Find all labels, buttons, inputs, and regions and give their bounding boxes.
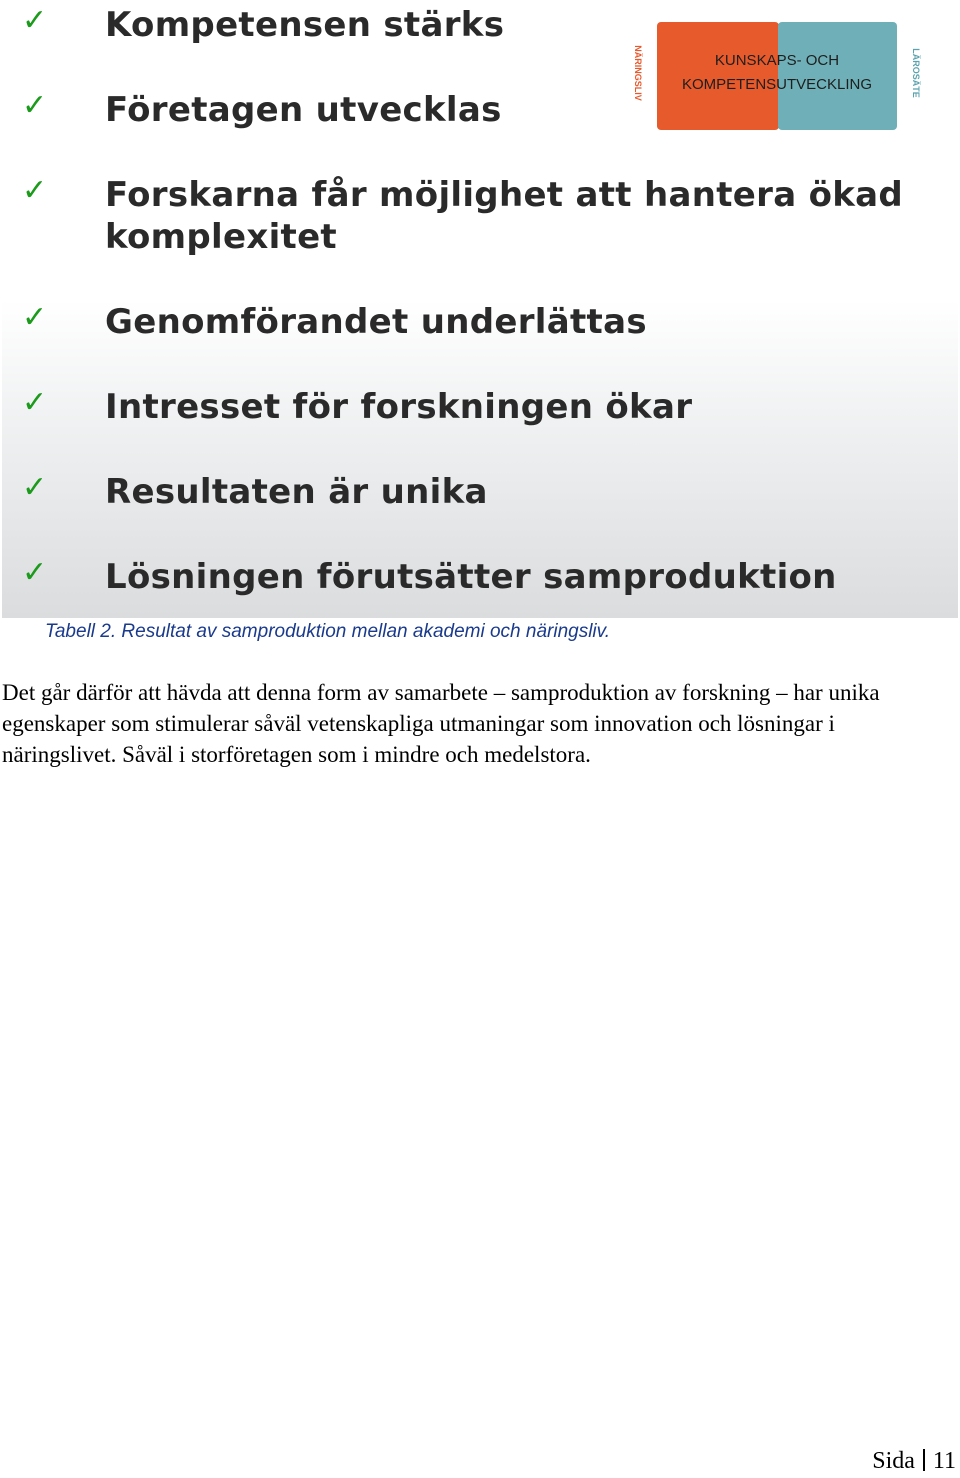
- knowledge-logo: [630, 18, 926, 132]
- logo-left-label: NÄRINGSLIV: [633, 45, 643, 101]
- check-item-text: Genomförandet underlättas: [105, 302, 647, 342]
- check-item-text: Resultaten är unika: [105, 472, 488, 512]
- logo-right-label: LÄROSÄTE: [911, 48, 921, 98]
- check-item-text: Forskarna får möjlighet att hantera ökad komplexitet: [105, 175, 904, 257]
- checkmark-icon: ✓: [22, 88, 48, 123]
- body-paragraph: Det går därför att hävda att denna form av samarbete – samproduktion av forskning – har unika egenskaper som stimulerar såväl vetenskapliga utmaningar som innovation och lösningar i näringslivet. Såväl i storföretagen som i mindre och medelstora.: [2, 680, 880, 767]
- checkmark-icon: ✓: [22, 173, 48, 208]
- footer-separator: [923, 1449, 925, 1471]
- checkmark-icon: ✓: [22, 470, 48, 505]
- check-item-text: Företagen utvecklas: [105, 90, 502, 130]
- check-item-text: Kompetensen stärks: [105, 5, 505, 45]
- check-item-text: Lösningen förutsätter samproduktion: [105, 557, 837, 597]
- page-number: 11: [932, 1448, 956, 1474]
- checkmark-icon: ✓: [22, 385, 48, 420]
- figure-caption: Tabell 2. Resultat av samproduktion mellan akademi och näringsliv.: [45, 621, 611, 642]
- results-figure: [2, 0, 958, 618]
- logo-line2: KOMPETENSUTVECKLING: [681, 76, 873, 93]
- checkmark-icon: ✓: [22, 555, 48, 590]
- footer-label: Sida: [872, 1448, 915, 1474]
- check-item-text: Intresset för forskningen ökar: [105, 387, 693, 427]
- logo-line1: KUNSKAPS- OCH: [714, 52, 840, 69]
- checkmark-icon: ✓: [22, 300, 48, 335]
- checkmark-icon: ✓: [22, 3, 48, 38]
- page-footer: [872, 1448, 956, 1475]
